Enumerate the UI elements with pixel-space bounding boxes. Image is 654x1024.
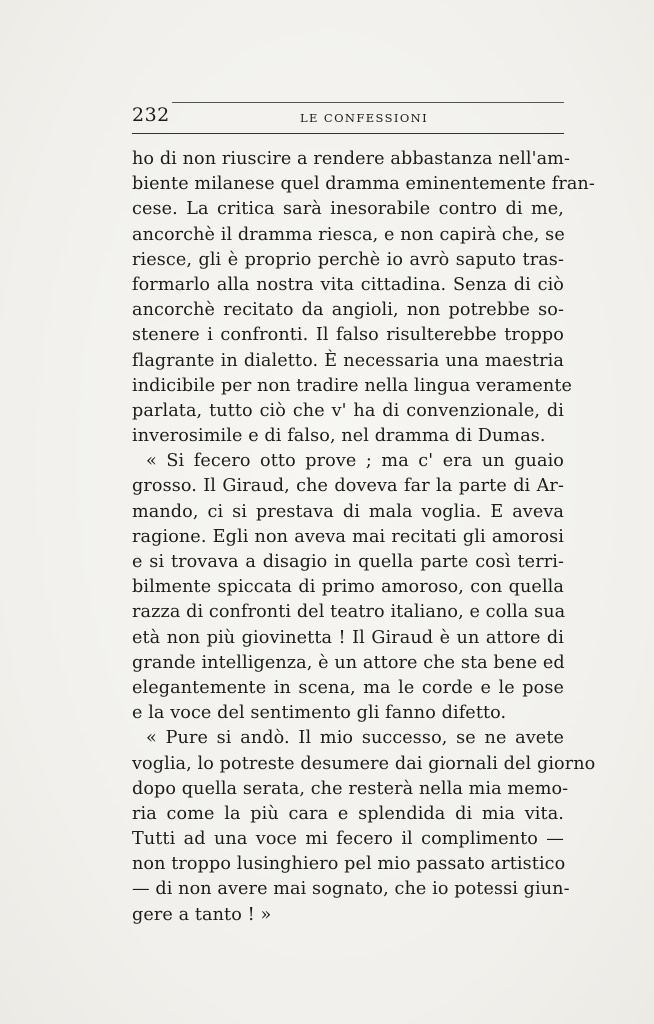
text-line: — di non avere mai sognato, che io potessi giun- (132, 879, 570, 900)
text-line: ria come la più cara e splendida di mia vita. (132, 803, 564, 824)
text-line: ancorchè il dramma riesca, e non capirà che, se (132, 224, 565, 245)
text-line: dopo quella serata, che resterà nella mia memo- (132, 778, 569, 799)
text-line: gere a tanto ! » (132, 904, 272, 925)
text-line: riesce, gli è proprio perchè io avrò saputo tras- (132, 249, 564, 270)
page-header (132, 100, 564, 134)
text-line: cese. La critica sarà inesorabile contro di me, (132, 199, 564, 220)
text-line: e si trovava a disagio in quella parte così terri- (132, 552, 564, 572)
text-line: bilmente spiccata di primo amoroso, con quella (132, 577, 564, 598)
text-line: Tutti ad una voce mi fecero il complimento — (132, 829, 564, 850)
text-line: età non più giovinetta ! Il Giraud è un attore di (132, 627, 564, 648)
text-line: elegantemente in scena, ma le corde e le pose (132, 677, 564, 698)
text-line: ho di non riuscire a rendere abbastanza nell'am- (132, 149, 570, 169)
text-line: formarlo alla nostra vita cittadina. Senza di ciò (132, 274, 564, 295)
text-line: inverosimile e di falso, nel dramma di Dumas. (132, 426, 546, 447)
text-line: « Pure si andò. Il mio successo, se ne avete (146, 728, 564, 749)
text-line: ragione. Egli non aveva mai recitati gli amorosi (132, 526, 564, 547)
text-line: grosso. Il Giraud, che doveva far la parte di Ar- (132, 476, 564, 497)
text-line: e la voce del sentimento gli fanno difetto. (132, 703, 507, 724)
text-line: razza di confronti del teatro italiano, e colla sua (132, 602, 566, 623)
text-line: non troppo lusinghiero pel mio passato artistico (132, 854, 566, 875)
text-line: biente milanese quel dramma eminentemente fran- (132, 174, 595, 195)
body-text (132, 147, 596, 928)
text-line: indicibile per non tradire nella lingua veramente (132, 375, 573, 396)
text-line: mando, ci si prestava di mala voglia. E aveva (132, 501, 564, 522)
text-line: flagrante in dialetto. È necessaria una maestria (132, 350, 564, 371)
text-line: ancorchè recitato da angioli, non potrebbe so- (132, 300, 564, 321)
page-number: 232 (132, 104, 170, 126)
text-line: « Si fecero otto prove ; ma c' era un guaio (146, 451, 564, 472)
text-line: parlata, tutto ciò che v' ha di convenzionale, di (132, 400, 564, 421)
text-line: grande intelligenza, è un attore che sta bene ed (132, 652, 565, 673)
text-line: voglia, lo potreste desumere dai giornali del giorno (132, 753, 596, 774)
text-line: stenere i confronti. Il falso risulterebbe troppo (132, 325, 564, 346)
header-top-rule (172, 102, 564, 103)
header-bottom-rule (132, 133, 564, 134)
running-title: LE CONFESSIONI (300, 111, 429, 125)
